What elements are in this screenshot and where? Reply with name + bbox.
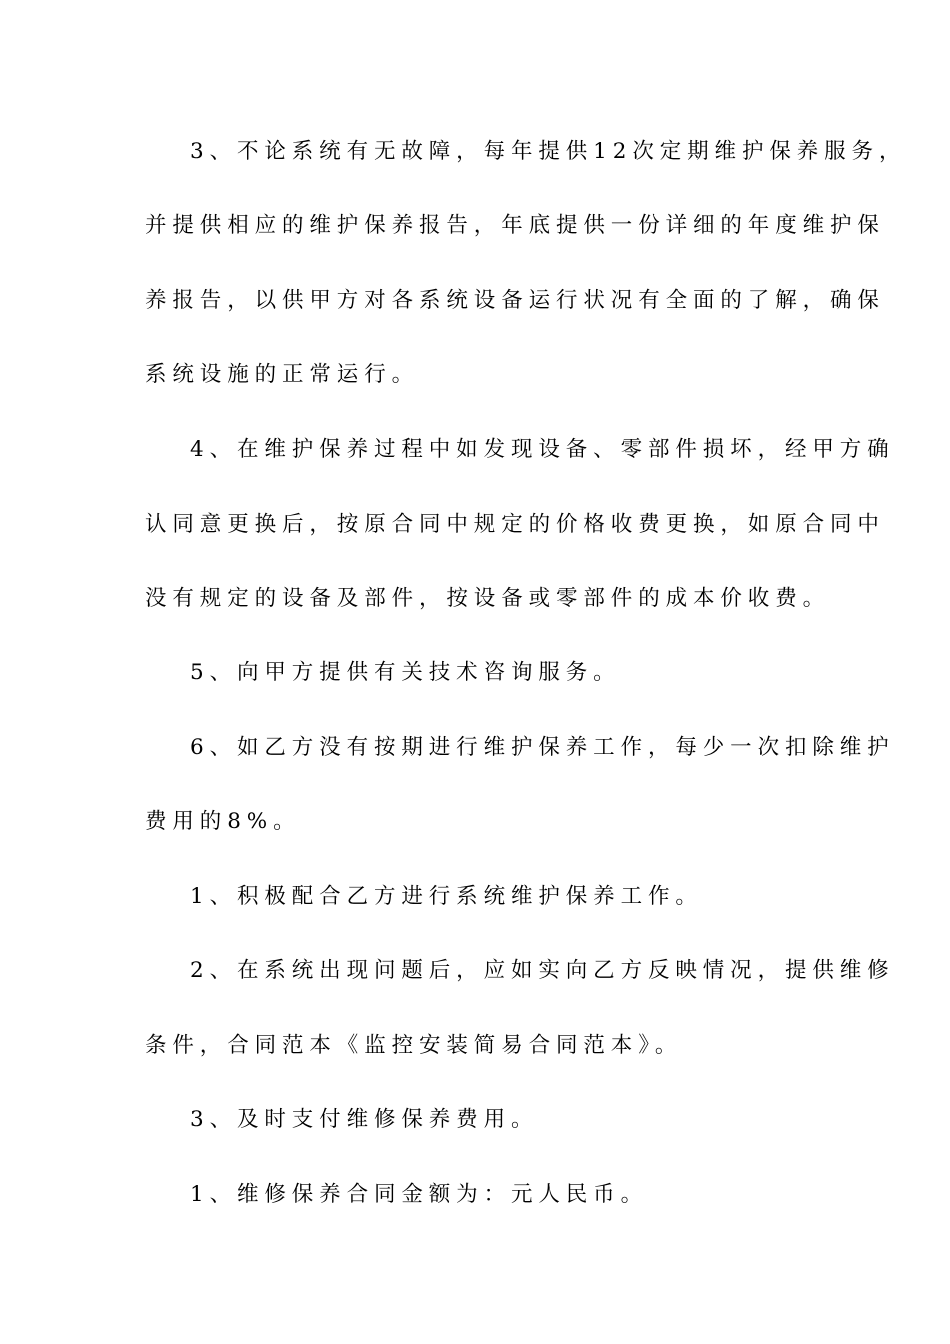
text-line: 3、及时支付维修保养费用。 [190,1107,539,1132]
text-line: 系统设施的正常运行。 [145,362,420,387]
text-line: 养报告，以供甲方对各系统设备运行状况有全面的了解，确保 [145,288,885,313]
text-line: 条件，合同范本《监控安装简易合同范本》。 [145,1033,683,1058]
text-line: 3、不论系统有无故障，每年提供12次定期维护保养服务， [190,139,907,164]
text-line: 6、如乙方没有按期进行维护保养工作，每少一次扣除维护 [190,735,895,760]
text-line: 认同意更换后，按原合同中规定的价格收费更换，如原合同中 [145,512,885,537]
text-line: 并提供相应的维护保养报告，年底提供一份详细的年度维护保 [145,213,885,238]
text-line: 2、在系统出现问题后，应如实向乙方反映情况，提供维修 [190,958,895,983]
text-line: 费用的8%。 [145,809,301,834]
text-line: 没有规定的设备及部件，按设备或零部件的成本价收费。 [145,586,831,611]
text-line: 5、向甲方提供有关技术咨询服务。 [190,660,621,685]
text-line: 1、积极配合乙方进行系统维护保养工作。 [190,884,703,909]
text-line: 4、在维护保养过程中如发现设备、零部件损坏，经甲方确 [190,437,895,462]
text-line: 1、维修保养合同金额为：元人民币。 [190,1182,648,1207]
